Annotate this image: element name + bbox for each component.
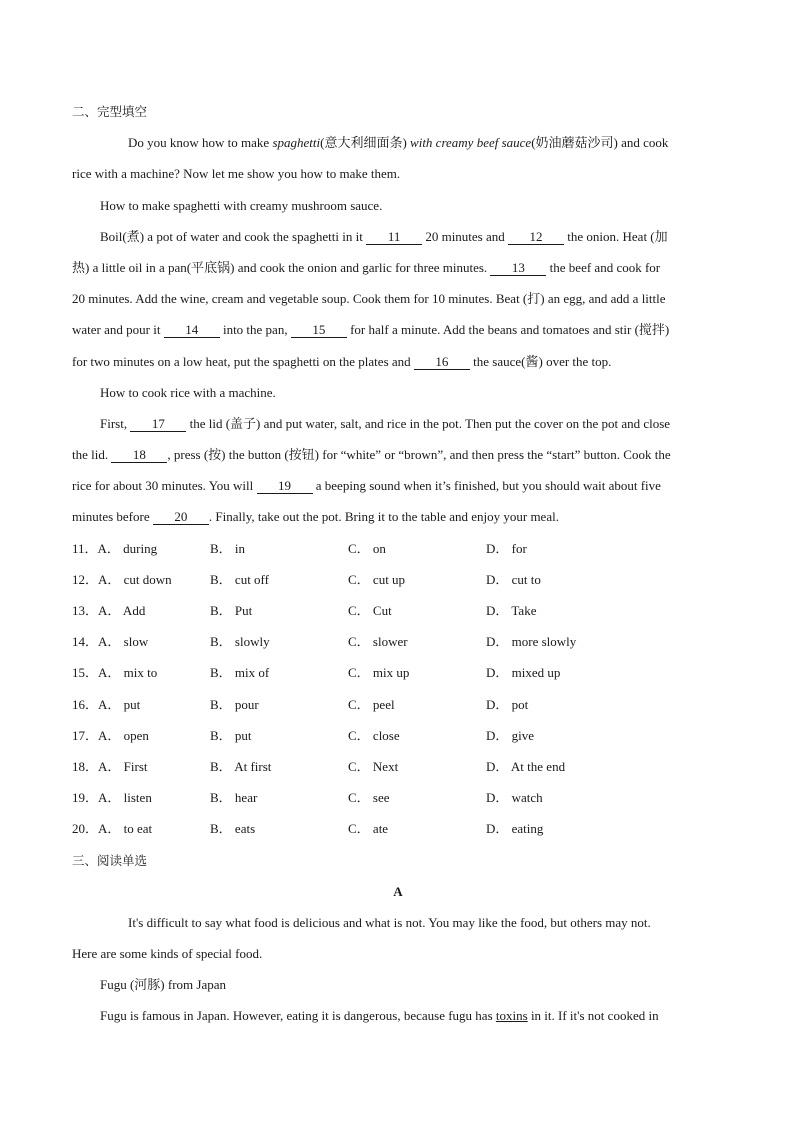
option-c[interactable]: C． cut up [348, 571, 406, 587]
option-a[interactable] [72, 720, 149, 751]
option-c[interactable]: C． slower [348, 634, 408, 650]
section-title-cloze: 二、完型填空 [72, 104, 148, 119]
option-d[interactable]: D． watch [486, 790, 543, 806]
fugu-text: Fugu is famous in Japan. However, eating it is dangerous, because fugu has [100, 1008, 496, 1024]
exam-page [72, 96, 724, 1032]
option-c[interactable]: C． close [348, 727, 400, 743]
option-d[interactable]: D． eating [486, 821, 544, 837]
p2-text: . Finally, take out the pot. Bring it to the table and enjoy your meal. [208, 509, 559, 525]
p2-text: the lid. [72, 447, 112, 463]
p1-line-2 [72, 252, 724, 283]
option-b[interactable]: B． pour [210, 696, 259, 712]
question-row [72, 595, 724, 626]
subhead-spaghetti: How to make spaghetti with creamy mushroom sauce. [100, 197, 383, 213]
question-row [72, 689, 724, 720]
p1-text: water and pour it [72, 322, 164, 338]
subhead-rice: How to cook rice with a machine. [100, 384, 276, 400]
question-row [72, 657, 724, 688]
p1-text: the beef and cook for [546, 259, 661, 275]
question-row [72, 813, 724, 844]
blank-19[interactable]: 19 [257, 479, 313, 494]
blank-20[interactable]: 20 [153, 510, 209, 525]
option-a[interactable] [72, 657, 157, 688]
passage-label: A [393, 883, 403, 899]
reading-line-1: It's difficult to say what food is delicious and what is not. You may like the food, but others may not. [128, 914, 651, 930]
option-b[interactable]: B． hear [210, 790, 258, 806]
option-a[interactable] [72, 626, 148, 657]
question-list [72, 533, 724, 845]
option-c[interactable]: C． mix up [348, 665, 410, 681]
intro-line-2: rice with a machine? Now let me show you how to make them. [72, 166, 401, 182]
blank-14[interactable]: 14 [164, 323, 220, 338]
option-c[interactable]: C． Cut [348, 603, 392, 618]
question-row [72, 751, 724, 782]
fugu-text: in it. If it's not cooked in [527, 1008, 659, 1024]
question-number: 13． [72, 603, 99, 618]
option-a-label: A． cut down [98, 571, 172, 587]
option-b[interactable]: B． eats [210, 821, 256, 837]
p2-text: the lid (盖子) and put water, salt, and rice in the pot. Then put the cover on the pot and close [186, 415, 671, 431]
question-row [72, 782, 724, 813]
option-b[interactable]: B． cut off [210, 571, 269, 587]
option-d[interactable]: D． mixed up [486, 665, 561, 681]
option-b[interactable]: B． At first [210, 758, 272, 774]
p2-text: minutes before [72, 509, 153, 525]
blank-11[interactable]: 11 [366, 230, 422, 245]
section-title-reading: 三、阅读单选 [72, 852, 148, 868]
question-number: 16． [72, 696, 99, 712]
option-a-label: A． during [97, 540, 158, 556]
option-a[interactable] [72, 595, 145, 626]
question-row [72, 564, 724, 595]
p1-text: for half a minute. Add the beans and tomatoes and stir (搅拌) [346, 322, 670, 338]
blank-16[interactable]: 16 [414, 355, 470, 370]
option-d[interactable]: D． for [486, 540, 527, 556]
option-a-label: A． mix to [98, 665, 158, 681]
option-d[interactable]: D． more slowly [486, 634, 577, 650]
p1-text: the onion. Heat (加 [564, 228, 668, 244]
p2-line-2 [72, 439, 724, 470]
question-row [72, 720, 724, 751]
intro-sauce: with creamy beef sauce [410, 135, 532, 151]
question-row [72, 533, 724, 564]
p1-line-5 [72, 346, 724, 377]
option-a[interactable] [72, 564, 172, 595]
option-a-label: A． First [98, 758, 148, 774]
option-a[interactable] [72, 751, 148, 782]
p1-text: Boil(煮) a pot of water and cook the spaghetti in it [100, 228, 367, 244]
question-number: 18． [72, 758, 99, 774]
option-a[interactable] [72, 813, 152, 844]
blank-13[interactable]: 13 [490, 261, 546, 276]
option-b[interactable]: B． put [210, 727, 252, 743]
intro-line-1 [72, 127, 724, 158]
option-d[interactable]: D． give [486, 727, 535, 743]
option-d[interactable]: D． Take [486, 603, 537, 618]
p1-line-4 [72, 314, 724, 345]
p2-line-3 [72, 470, 724, 501]
option-b[interactable]: B． in [210, 540, 246, 556]
p1-line-3: 20 minutes. Add the wine, cream and vegetable soup. Cook them for 10 minutes. Beat (打) an egg, and add a little [72, 291, 666, 307]
option-c[interactable]: C． ate [348, 821, 389, 837]
question-number: 17． [72, 727, 99, 743]
question-number: 11． [72, 540, 98, 556]
p2-text: First, [100, 415, 131, 431]
option-c[interactable]: C． Next [348, 758, 399, 774]
p2-text: rice for about 30 minutes. You will [72, 478, 257, 494]
fugu-line-1 [72, 1000, 724, 1031]
option-b[interactable]: B． mix of [210, 665, 270, 681]
option-d[interactable]: D． At the end [486, 758, 566, 774]
option-b[interactable]: B． slowly [210, 634, 270, 650]
option-a-label: A． slow [98, 634, 149, 650]
intro-text-3: (奶油蘑菇沙司) and cook [531, 135, 669, 151]
p1-text: for two minutes on a low heat, put the spaghetti on the plates and [72, 353, 414, 369]
question-number: 14． [72, 634, 99, 650]
p2-line-4 [72, 501, 724, 532]
intro-text-1: Do you know how to make [128, 135, 273, 151]
question-number: 20． [72, 821, 99, 837]
option-c[interactable]: C． peel [348, 696, 395, 712]
question-number: 19． [72, 790, 99, 806]
option-a[interactable] [72, 689, 140, 720]
p2-text: a beeping sound when it’s finished, but you should wait about five [312, 478, 661, 494]
option-d[interactable]: D． pot [486, 696, 529, 712]
reading-line-2: Here are some kinds of special food. [72, 946, 263, 962]
option-c[interactable]: C． see [348, 790, 390, 806]
p1-text: into the pan, [219, 322, 291, 338]
p2-line-1 [72, 408, 724, 439]
option-c[interactable]: C． on [348, 540, 386, 556]
intro-spaghetti: spaghetti [272, 135, 321, 151]
option-a[interactable] [72, 782, 152, 813]
option-a-label: A． open [98, 727, 149, 743]
option-a-label: A． listen [98, 790, 152, 806]
option-a-label: A． Add [98, 603, 146, 618]
blank-12[interactable]: 12 [508, 230, 564, 245]
p1-text: the sauce(酱) over the top. [469, 353, 612, 369]
question-number: 15． [72, 665, 99, 681]
question-number: 12． [72, 571, 99, 587]
p2-text: , press (按) the button (按钮) for “white” or “brown”, and then press the “start” button. Cook the [167, 447, 671, 463]
toxins-word: toxins [495, 1008, 528, 1024]
option-a-label: A． put [98, 696, 141, 712]
option-a[interactable] [72, 533, 157, 564]
option-b[interactable]: B． Put [210, 603, 253, 618]
blank-18[interactable]: 18 [111, 448, 167, 463]
option-a-label: A． to eat [98, 821, 153, 837]
fugu-heading: Fugu (河豚) from Japan [100, 977, 227, 993]
intro-text-2: (意大利细面条) [320, 135, 411, 151]
p1-text: 热) a little oil in a pan(平底锅) and cook the onion and garlic for three minutes. [72, 259, 491, 275]
p1-line-1 [72, 221, 724, 252]
question-row [72, 626, 724, 657]
p1-text: 20 minutes and [422, 228, 509, 244]
option-d[interactable]: D． cut to [486, 571, 541, 587]
blank-15[interactable]: 15 [291, 323, 347, 338]
blank-17[interactable]: 17 [130, 417, 186, 432]
